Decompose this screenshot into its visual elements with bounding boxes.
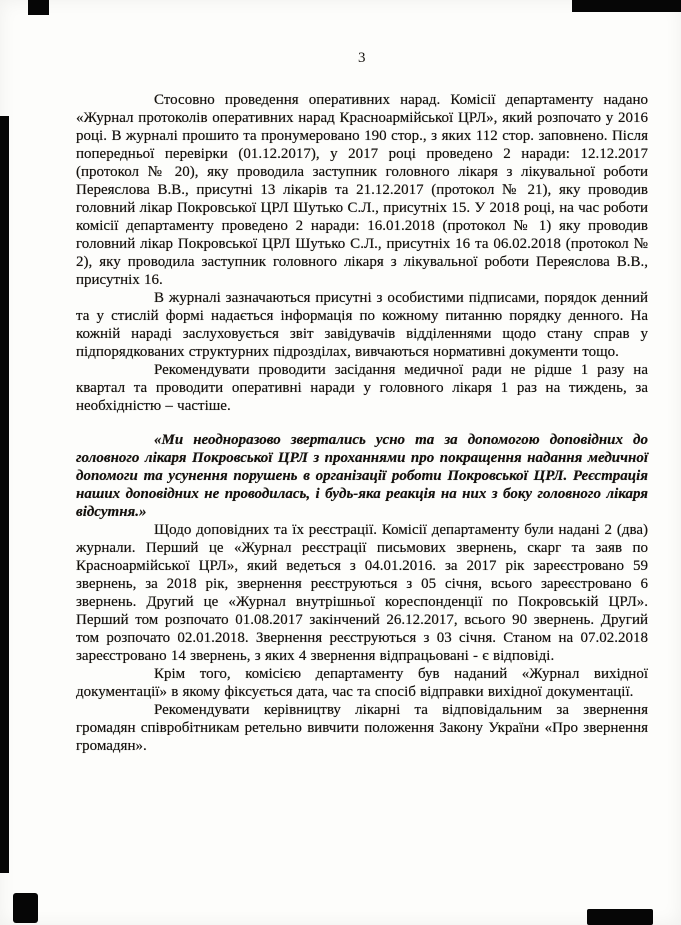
scan-artifact-top-left	[28, 0, 49, 15]
scan-artifact-bottom-right	[587, 909, 653, 925]
paragraph-recommendation-citizens-appeals-law: Рекомендувати керівництву лікарні та відповідальним за звернення громадян співробітникам ретельно вивчити положення Закону України «Про звернення громадян».	[76, 702, 648, 754]
scan-artifact-bottom-left	[13, 893, 38, 923]
paragraph-journal-contents: В журналі зазначаються присутні з особистими підписами, порядок денний та у стислій формі надається інформація по кожному питанню порядку денного. На кожній нараді заслуховується звіт завідувачів відділеннями щодо стану справ у підпорядкованих структурних підрозділах, вивчаються нормативні документи тощо.	[76, 290, 648, 360]
paragraph-recommendation-meetings: Рекомендувати проводити засідання медичної ради не рідше 1 разу на квартал та проводити оперативні наради у головного лікаря 1 раз на тиждень, за необхідністю – частіше.	[76, 362, 648, 414]
paragraph-staff-quote: «Ми неодноразово звертались усно та за допомогою доповідних до головного лікаря Покровської ЦРЛ з проханнями про покращення надання медичної допомоги та усунення порушень в організації роботи Покровської ЦРЛ. Реєстрація наших доповідних не проводилась, і будь-яка реакція на них з боку головного лікаря відсутня.»	[76, 432, 648, 520]
paragraph-registration-journals: Щодо доповідних та їх реєстрації. Комісії департаменту були надані 2 (два) журнали. Перший це «Журнал реєстрації письмових звернень, скарг та заяв по Красноармійської ЦРЛ», який ведеться з 04.01.2016. за 2017 рік зареєстровано 59 звернень, за 2018 рік, звернення реєструються з 05 січня, всього зареєстровано 6 звернень. Другий це «Журнал внутрішньої кореспонденції по Покровській ЦРЛ». Перший том розпочато 01.08.2017 закінчений 26.12.2017, всього 90 звернень. Другий том розпочато 02.01.2018. Звернення реєструються з 03 січня. Станом на 07.02.2018 зареєстровано 14 звернень, з яких 4 звернення відпрацьовані - є відповіді.	[76, 522, 648, 664]
page-content	[76, 50, 648, 755]
scan-artifact-top-right	[572, 0, 681, 12]
paragraph-operative-meetings-journal: Стосовно проведення оперативних нарад. Комісії департаменту надано «Журнал протоколів оперативних нарад Красноармійської ЦРЛ», який розпочато у 2016 році. В журналі прошито та пронумеровано 190 стор., з яких 112 стор. заповнено. Після попередньої перевірки (01.12.2017), у 2017 році проведено 2 наради: 12.12.2017 (протокол № 20), яку проводила заступник головного лікаря з лікувальної роботи Переяслова В.В., присутні 13 лікарів та 21.12.2017 (протокол № 21), яку проводив головний лікар Покровської ЦРЛ Шутько С.Л., присутніх 15. У 2018 році, на час роботи комісії департаменту проведено 2 наради: 16.01.2018 (протокол № 1) яку проводив головний лікар Покровської ЦРЛ Шутько С.Л., присутніх 16 та 06.02.2018 (протокол № 2), яку проводила заступник головного лікаря з лікувальної роботи Переяслова В.В., присутніх 16.	[76, 92, 648, 288]
scan-artifact-left-bar	[0, 116, 9, 873]
page-number: 3	[358, 50, 366, 66]
paragraph-outgoing-documentation-journal: Крім того, комісією департаменту був наданий «Журнал вихідної документації» в якому фіксується дата, час та спосіб відправки вихідної документації.	[76, 666, 648, 700]
